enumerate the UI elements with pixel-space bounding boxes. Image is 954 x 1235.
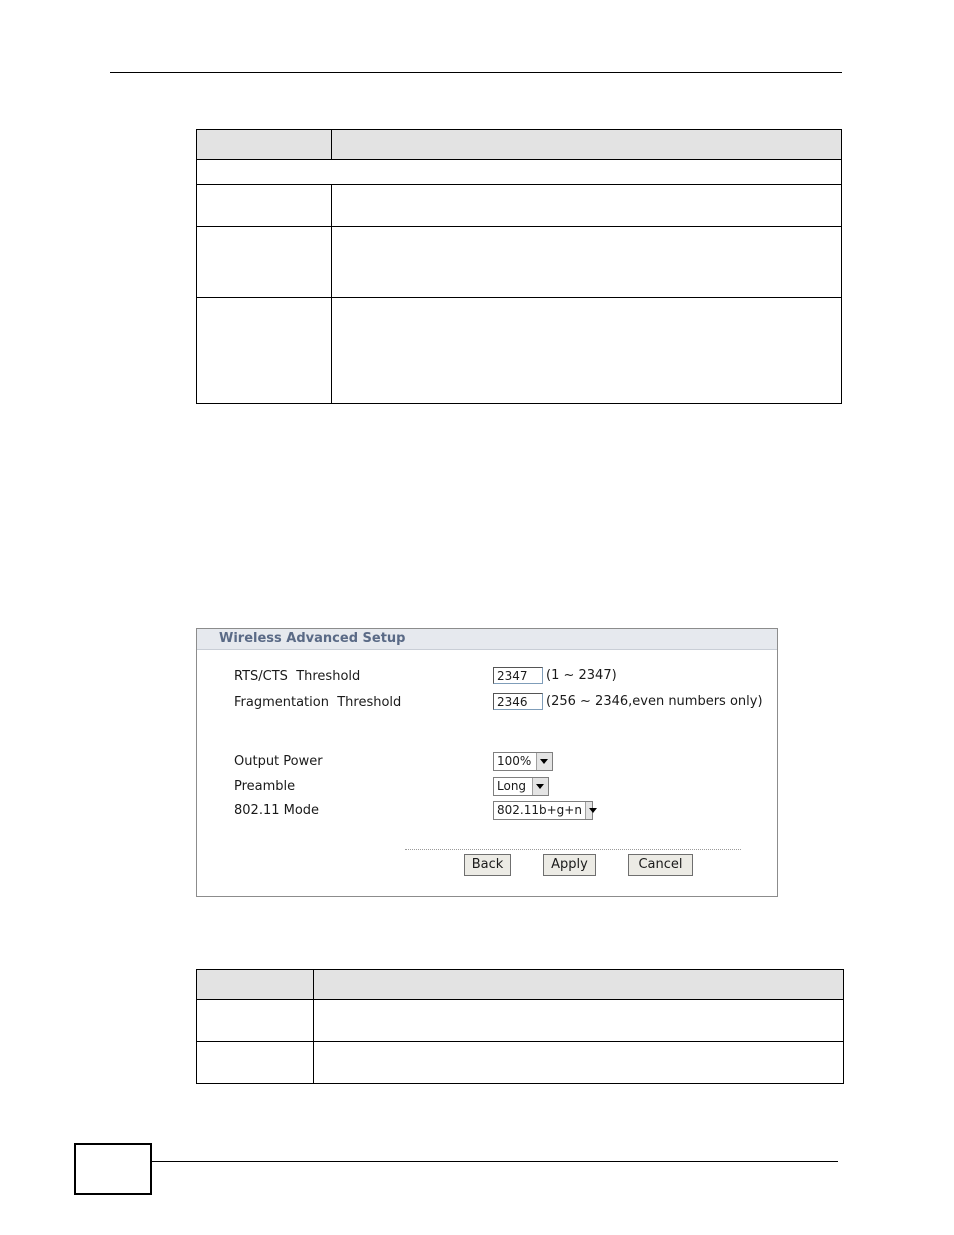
rts-threshold-label: RTS/CTS Threshold [234, 669, 361, 684]
table-row [197, 227, 842, 298]
field-description-table-top [196, 129, 842, 404]
fragmentation-threshold-label: Fragmentation Threshold [234, 695, 402, 710]
field-description-table-bottom [196, 969, 844, 1084]
fragmentation-threshold-hint: (256 ~ 2346,even numbers only) [546, 694, 763, 709]
cancel-button[interactable]: Cancel [628, 854, 693, 876]
chevron-down-icon[interactable] [536, 753, 552, 770]
chevron-down-icon[interactable] [532, 778, 548, 795]
preamble-label: Preamble [234, 779, 296, 794]
page-number-box [74, 1143, 152, 1195]
output-power-value: 100% [497, 754, 532, 768]
preamble-select[interactable] [493, 777, 549, 796]
button-separator [405, 849, 741, 850]
header-rule [110, 72, 842, 73]
preamble-value: Long [497, 779, 527, 793]
rts-threshold-hint: (1 ~ 2347) [546, 668, 617, 683]
footer-rule [152, 1161, 838, 1162]
output-power-label: Output Power [234, 754, 323, 769]
panel-title: Wireless Advanced Setup [197, 629, 777, 650]
output-power-select[interactable] [493, 752, 553, 771]
table-row [197, 298, 842, 404]
fragmentation-threshold-input[interactable]: 2346 [493, 693, 543, 710]
table-row [197, 1042, 844, 1084]
wireless-advanced-setup-panel [196, 628, 778, 897]
chevron-down-icon[interactable] [585, 802, 592, 819]
table-row [197, 185, 842, 227]
apply-button[interactable]: Apply [543, 854, 596, 876]
table-header-row [197, 130, 842, 160]
table-section-row [197, 160, 842, 185]
table-header-row [197, 970, 844, 1000]
back-button[interactable]: Back [464, 854, 511, 876]
table-row [197, 1000, 844, 1042]
802-11-mode-label: 802.11 Mode [234, 803, 320, 818]
rts-threshold-input[interactable]: 2347 [493, 667, 543, 684]
802-11-mode-value: 802.11b+g+n [497, 803, 582, 817]
802-11-mode-select[interactable] [493, 801, 593, 820]
